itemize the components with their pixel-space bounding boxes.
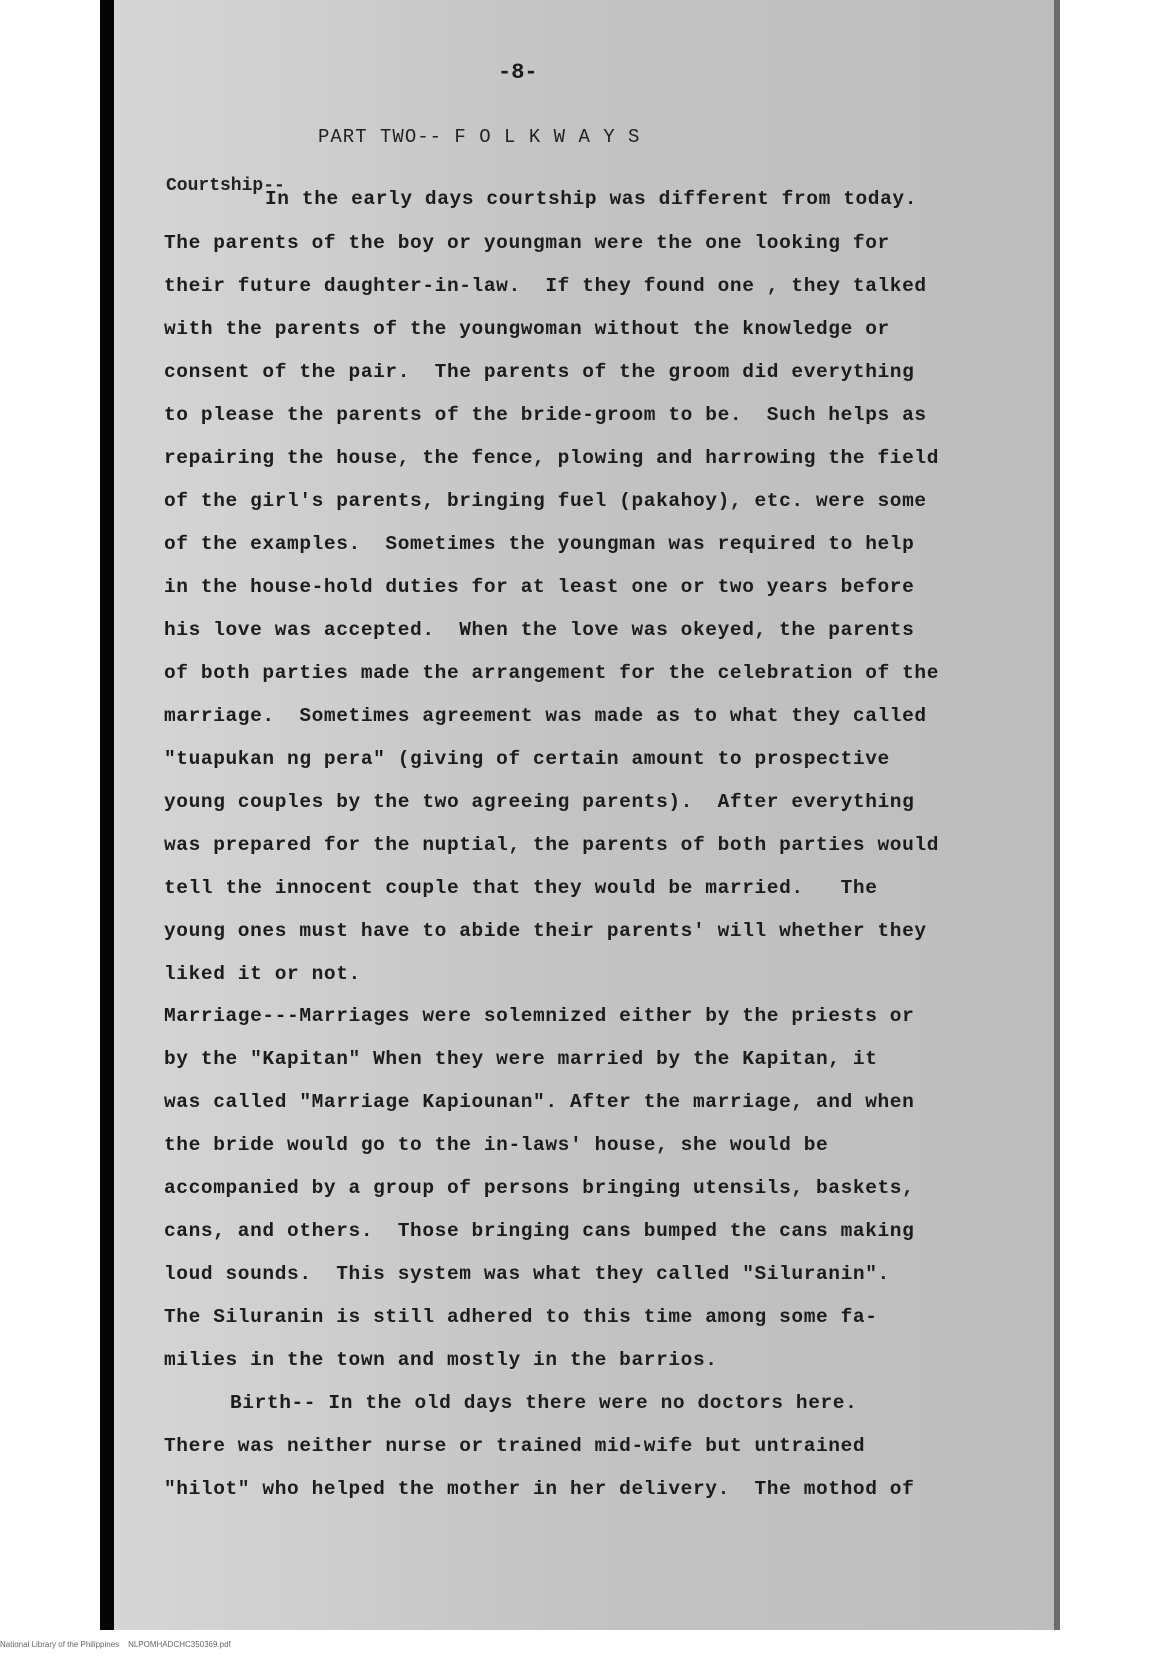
- scanned-page: [100, 0, 1060, 1630]
- body-line: of both parties made the arrangement for the celebration of the: [164, 662, 940, 684]
- footer-source: National Library of the Philippines NLPOMHADCHC350369.pdf: [0, 1640, 231, 1649]
- body-line: There was neither nurse or trained mid-wife but untrained: [164, 1435, 866, 1457]
- body-line: marriage. Sometimes agreement was made as to what they called: [164, 705, 927, 727]
- body-line: milies in the town and mostly in the barrios.: [164, 1349, 718, 1371]
- body-line: by the "Kapitan" When they were married by the Kapitan, it: [164, 1048, 878, 1070]
- body-line: to please the parents of the bride-groom to be. Such helps as: [164, 404, 927, 426]
- body-line: was called "Marriage Kapiounan". After the marriage, and when: [164, 1091, 915, 1113]
- body-line: his love was accepted. When the love was okeyed, the parents: [164, 619, 915, 641]
- body-line: Marriage---Marriages were solemnized either by the priests or: [164, 1005, 915, 1027]
- body-line: cans, and others. Those bringing cans bumped the cans making: [164, 1220, 915, 1242]
- body-line: loud sounds. This system was what they called "Siluranin".: [164, 1263, 890, 1285]
- body-line: accompanied by a group of persons bringing utensils, baskets,: [164, 1177, 915, 1199]
- body-line: repairing the house, the fence, plowing and harrowing the field: [164, 447, 940, 469]
- body-line: young couples by the two agreeing parents). After everything: [164, 791, 915, 813]
- body-line: "tuapukan ng pera" (giving of certain amount to prospective: [164, 748, 890, 770]
- body-line: Birth-- In the old days there were no doctors here.: [230, 1392, 858, 1414]
- body-line: in the house-hold duties for at least one or two years before: [164, 576, 915, 598]
- part-title: PART TWO-- F O L K W A Y S: [318, 126, 641, 148]
- page-number: -8-: [498, 60, 538, 85]
- body-line: The Siluranin is still adhered to this time among some fa-: [164, 1306, 878, 1328]
- section-label-courtship: Courtship--: [166, 176, 285, 196]
- body-line: In the early days courtship was different from today.: [265, 188, 918, 210]
- body-line: with the parents of the youngwoman without the knowledge or: [164, 318, 890, 340]
- body-line: of the examples. Sometimes the youngman was required to help: [164, 533, 915, 555]
- body-line: their future daughter-in-law. If they found one , they talked: [164, 275, 927, 297]
- body-line: liked it or not.: [164, 963, 361, 985]
- body-line: "hilot" who helped the mother in her delivery. The mothod of: [164, 1478, 915, 1500]
- body-line: consent of the pair. The parents of the groom did everything: [164, 361, 915, 383]
- body-line: of the girl's parents, bringing fuel (pakahoy), etc. were some: [164, 490, 927, 512]
- body-line: was prepared for the nuptial, the parents of both parties would: [164, 834, 940, 856]
- body-line: The parents of the boy or youngman were the one looking for: [164, 232, 890, 254]
- body-line: tell the innocent couple that they would be married. The: [164, 877, 878, 899]
- binding-shadow: [100, 0, 114, 1630]
- body-line: the bride would go to the in-laws' house, she would be: [164, 1134, 829, 1156]
- page-edge: [1054, 0, 1060, 1630]
- body-line: young ones must have to abide their parents' will whether they: [164, 920, 927, 942]
